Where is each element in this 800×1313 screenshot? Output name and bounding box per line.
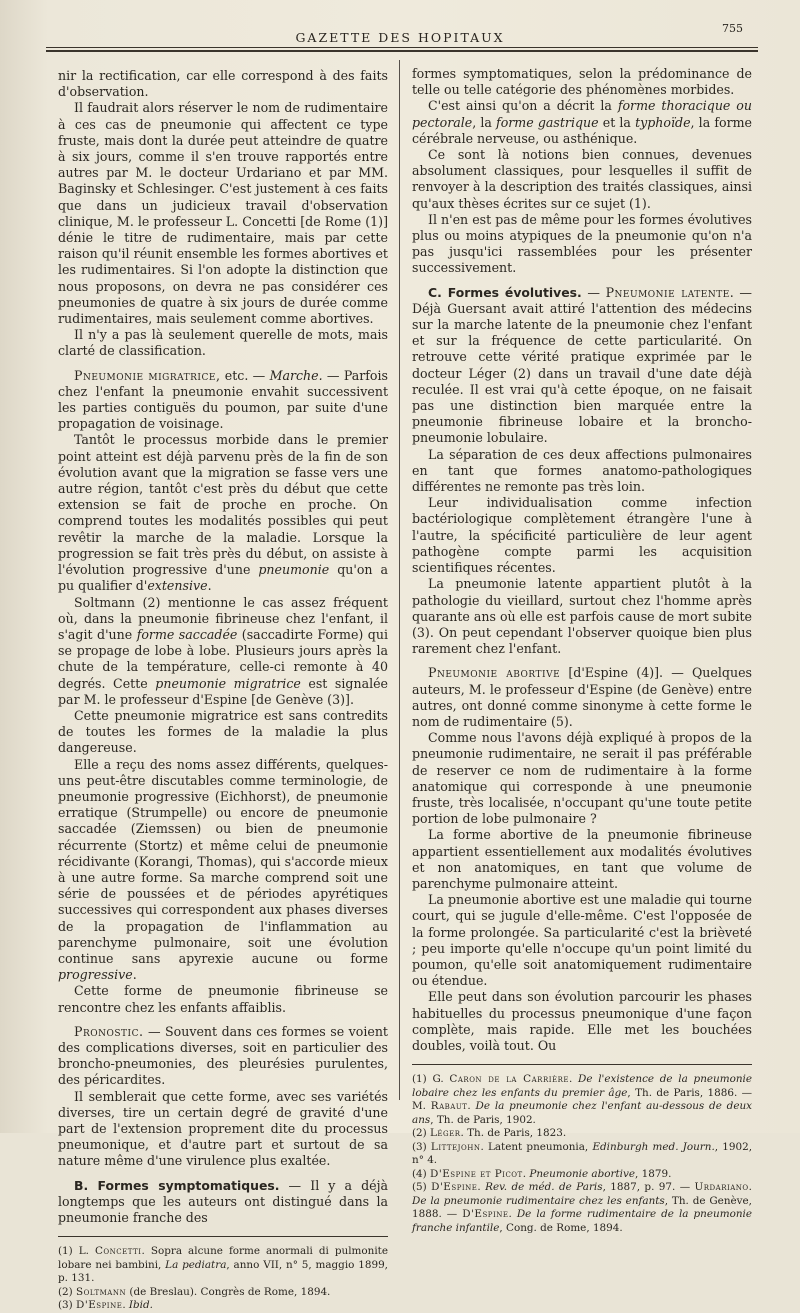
page-number: 755 [722,22,743,35]
footnote: (2) Léger. Th. de Paris, 1823. [412,1127,567,1140]
paragraph: nir la rectification, car elle correspond à des faits d'observation. [58,68,388,100]
section-heading: Pneumonie migratrice, [74,367,221,383]
footnote: (3) Littejohn. Latent pneumonia, Edinburgh med. Journ., 1902, n° 4. [412,1140,753,1167]
journal-title: GAZETTE DES HOPITAUX [295,30,505,45]
paragraph: Il semblerait que cette forme, avec ses variétés diverses, tire un certain degré de gravité d'une part de l'extension proprement dite du processus pneumonique, et d'autre part et surtout de sa nature même d'une virulence plus exaltée. [58,1088,388,1169]
paragraph: Il faudrait alors réserver le nom de rudimentaire à ces cas de pneumonie qui affectent ce type fruste, mais dont la durée peut atteindre de quatre à six jours, comme il s'en trouve rapportés entre autres par M. le docteur Urdariano et par MM. Baginsky et Schlesinger. C'est justement à ces faits que dans un judicieux travail d'observation clinique, M. le professeur L. Concetti [de Rome (1)] dénie le titre de rudimentaire, mais par cette raison qu'il réunit ensemble les formes abortives et les rudimentaires. Si l'on adopte la distinction que nous proposons, on devra ne pas considérer ces pneumonies de quatre à six jours de durée comme rudimentaires, mais seulement comme abortives. [58,100,388,327]
paragraph: La séparation de ces deux affections pulmonaires en tant que formes anatomo-pathologiques différentes ne remonte pas très loin. [412,446,752,495]
paragraph: Ce sont là notions bien connues, devenues absolument classiques, pour lesquelles il suffit de renvoyer à la description des traités classiques, ainsi qu'aux thèses écrites sur ce sujet (1). [412,147,752,211]
left-column [58,68,388,1313]
section-formes-symptomatiques: B. Formes symptomatiques. — Il y a déjà longtemps que les auteurs ont distingué dans la pneumonie franche des [58,1177,388,1226]
paragraph: Cette forme de pneumonie fibrineuse se rencontre chez les enfants affaiblis. [58,983,388,1015]
footnotes [58,1245,388,1313]
paragraph: Comme nous l'avons déjà expliqué à propos de la pneumonie rudimentaire, ne serait il pas préférable de reserver ce nom de rudimentaire à la forme anatomique qui corresponde à une pneumonie fruste, très localisée, n'occupant qu'une toute petite portion de lobe pulmonaire ? [412,730,752,827]
paragraph: formes symptomatiques, selon la prédominance de telle ou telle catégorie des phénomènes morbides. [412,66,752,98]
header-rule-thin [46,47,758,48]
footnote: (3) D'Espine. Ibid. [58,1299,153,1312]
header-rule-thick [46,50,758,52]
paragraph: Tantôt le processus morbide dans le premier point atteint est déjà parvenu près de la fin de son évolution avant que la migration se fasse vers une autre région, tantôt c'est près du début que cette extension se fait de proche en proche. On comprend toutes les modalités possibles qui peut revêtir la marche de la maladie. Lorsque la progression se fait très près du début, on assiste à l'évolution progressive d'une pneumonie qu'on a pu qualifier d'extensive. [58,432,388,594]
paragraph: Elle peut dans son évolution parcourir les phases habituelles du processus pneumonique d'une façon complète, mais rapide. Elle met les bouchées doubles, voilà tout. Ou [412,989,752,1053]
paragraph: Soltmann (2) mentionne le cas assez fréquent où, dans la pneumonie fibrineuse chez l'enfant, il s'agit d'une forme saccadée (saccadirte Forme) qui se propage de lobe à lobe. Plusieurs jours après la chute de la température, celle-ci remonte à 40 degrés. Cette pneumonie migratrice est signalée par M. le professeur d'Espine [de Genève (3)]. [58,594,389,707]
paragraph: Elle a reçu des noms assez différents, quelques-uns peut-être discutables comme terminologie, de pneumonie progressive (Eichhorst), de pneumonie erratique (Strumpelle) ou encore de pneumonie saccadée (Ziemssen) ou bien de pneumonie récurrente (Stortz) et même celui de pneumonie récidivante (Korangi, Thomas), qui s'accorde mieux à une autre forme. Sa marche comprend soit une série de poussées et de périodes apyrétiques successives qui correspondent aux phases diverses de la propagation de l'inflammation au parenchyme pulmonaire, soit une évolution continue sans apyrexie aucune ou forme progressive. [58,756,388,983]
section-abortive: Pneumonie abortive [d'Espine (4)]. — Quelques auteurs, M. le professeur d'Espine (de Genève) entre autres, ont donné comme sinonyme à cette forme le nom de rudimentaire (5). [412,665,752,729]
section-formes-evolutives: C. Formes évolutives. — Pneumonie latente. — Déjà Guersant avait attiré l'attention des médecins sur la marche latente de la pneumonie chez l'enfant et sur la fréquence de cette particularité. On retrouve cette vérité pratique exprimée par le docteur Léger (2) dans un travail d'une date déjà reculée. Il est vrai qu'à cette époque, on ne faisait pas une distinction bien marquée entre la pneumonie fibrineuse lobaire et la broncho-pneumonie lobulaire. [412,284,752,446]
footnote: (1) G. Caron de la Carrière. De l'existence de la pneumonie lobaire chez les enfants du premier âge, Th. de Paris, 1886. — M. Rabaut. De la pneumonie chez l'enfant au-dessous de deux ans, Th. de Paris, 1902. [412,1073,753,1126]
section-heading: Pronostic. [74,1023,144,1039]
section-subheading: Pneumonie latente [605,284,730,300]
footnotes [412,1073,752,1235]
footnote: (4) D'Espine et Picot. Pneumonie abortive, 1879. [412,1167,672,1180]
section-heading: Pneumonie abortive [428,665,561,681]
paragraph: Cette pneumonie migratrice est sans contredits de toutes les formes de la maladie la plus dangereuse. [58,707,388,756]
paragraph: Il n'en est pas de même pour les formes évolutives plus ou moins atypiques de la pneumonie qu'on n'a pas jusqu'ici rassemblées pour les présenter successivement. [412,211,752,276]
footnote: (1) L. Concetti. Sopra alcune forme anormali di pulmonite lobare nei bambini, La pediatra, anno VII, n° 5, maggio 1899, p. 131. [58,1245,388,1285]
paragraph: La forme abortive de la pneumonie fibrineuse appartient essentiellement aux modalités évolutives et non anatomiques, en tant que volume de parenchyme pulmonaire atteint. [412,827,752,891]
footnote-rule [412,1064,752,1065]
section-subheading: Marche. [269,367,323,383]
footnote-rule [58,1236,388,1237]
section-pronostic: Pronostic. — Souvent dans ces formes se voient des complications diverses, soit en particulier des broncho-pneumonies, des pleurésies purulentes, des péricardites. [58,1023,388,1088]
footnote: (2) Soltmann (de Breslau). Congrès de Rome, 1894. [58,1285,331,1298]
paragraph: La pneumonie latente appartient plutôt à la pathologie du vieillard, surtout chez l'homme après quarante ans où elle est parfois cause de mort subite (3). On peut cependant l'observer quoique bien plus rarement chez l'enfant. [412,576,752,657]
column-divider [399,60,400,1100]
section-migratrice: Pneumonie migratrice, etc. — Marche. — Parfois chez l'enfant la pneumonie envahit successivent les parties contiguës du poumon, par suite d'une propagation de voisinage. [58,367,388,432]
section-heading: C. Formes évolutives. [428,284,582,300]
section-heading: B. Formes symptomatiques. [74,1177,280,1193]
footnote: (5) D'Espine. Rev. de méd. de Paris, 1887, p. 97. — Urdariano. De la pneumonie rudimentaire chez les enfants, Th. de Genève, 1888. — D'Espine. De la forme rudimentaire de la pneumonie franche infantile, Cong. de Rome, 1894. [412,1181,752,1234]
paragraph: La pneumonie abortive est une maladie qui tourne court, qui se jugule d'elle-même. C'est l'opposée de la forme prolongée. Sa particularité c'est la brièveté ; peu importe qu'elle n'occupe qu'un point limité du poumon, qu'elle soit anatomiquement rudimentaire ou étendue. [412,892,752,989]
paragraph: Il n'y a pas là seulement querelle de mots, mais clarté de classification. [58,327,388,359]
paragraph: Leur individualisation comme infection bactériologique complètement étrangère l'une à l'autre, la spécificité particulière de leur agent pathogène compte parmi les acquisition scientifiques récentes. [412,495,752,576]
paragraph: C'est ainsi qu'on a décrit la forme thoracique ou pectorale, la forme gastrique et la typhoïde, la forme cérébrale nerveuse, ou asthénique. [412,98,753,146]
right-column [412,66,752,1235]
